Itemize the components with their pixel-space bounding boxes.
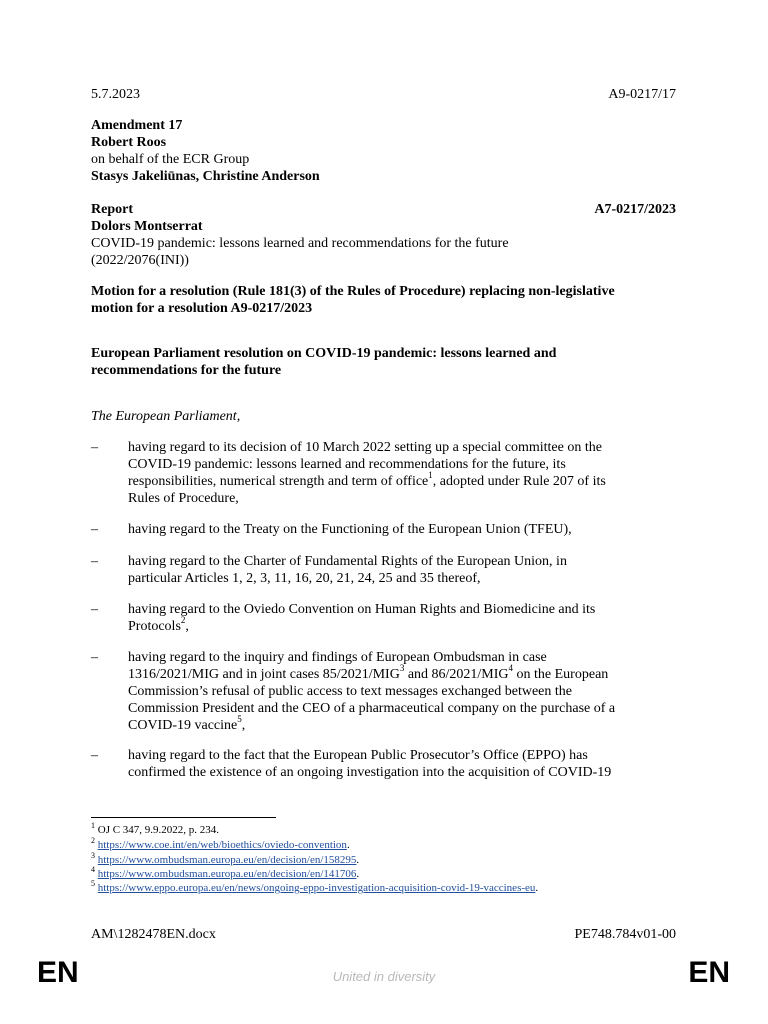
footnote-ref[interactable]: 5 — [237, 714, 242, 725]
citation-text-line: Commission’s refusal of public access to text messages exchanged between the — [128, 684, 572, 699]
footnote-ref[interactable]: 2 — [180, 615, 186, 626]
amendment-behalf: on behalf of the ECR Group — [91, 152, 250, 167]
citation-text-line: Commission President and the CEO of a pharmaceutical company on the purchase of a — [128, 701, 616, 716]
footnote-number: 4 — [91, 865, 95, 875]
citation-text-line: Rules of Procedure, — [128, 491, 239, 506]
report-reference: A7-0217/2023 — [594, 202, 676, 217]
dash-bullet: – — [91, 748, 98, 763]
citation-text-line: particular Articles 1, 2, 3, 11, 16, 20, 21, 24, 25 and 35 thereof, — [128, 571, 481, 586]
footnote-ref[interactable]: 1 — [428, 470, 433, 481]
citation-text-line: having regard to the fact that the European Public Prosecutor’s Office (EPPO) has — [128, 748, 588, 763]
footer-doc-file: AM\1282478EN.docx — [91, 927, 216, 942]
footnote-2: $^2$ https://www.coe.int/en/web/bioethics/oviedo-convention. — [91, 836, 350, 851]
report-block — [91, 201, 676, 269]
language-code-right: EN — [688, 956, 730, 989]
citation-text-line: responsibilities, numerical strength and term of office$^1$, adopted under Rule 207 of its — [128, 470, 606, 489]
citation-text-line: 1316/2021/MIG and in joint cases 85/2021/MIG$^3$ and 86/2021/MIG$^4$ on the European — [128, 663, 609, 682]
amendment-block — [91, 117, 676, 185]
footer-pe-reference: PE748.784v01-00 — [574, 927, 676, 942]
citation-text-line: COVID-19 pandemic: lessons learned and recommendations for the future, its — [128, 457, 566, 472]
footnote-text: OJ C 347, 9.9.2022, p. 234. — [95, 824, 220, 836]
amendment-title: Amendment 17 — [91, 118, 183, 133]
footnote-4: $^4$ https://www.ombudsman.europa.eu/en/decision/en/141706. — [91, 865, 360, 880]
citation-text-line: having regard to the Treaty on the Functioning of the European Union (TFEU), — [128, 522, 572, 537]
citation-text-line: having regard to the Oviedo Convention on Human Rights and Biomedicine and its — [128, 602, 596, 617]
resolution-title-line: recommendations for the future — [91, 363, 282, 378]
dash-bullet: – — [91, 650, 98, 665]
report-rapporteur: Dolors Montserrat — [91, 219, 203, 234]
citation-text-line: confirmed the existence of an ongoing investigation into the acquisition of COVID-19 — [128, 765, 612, 780]
citation-text-line: having regard to its decision of 10 March 2022 setting up a special committee on the — [128, 440, 602, 455]
report-procedure: (2022/2076(INI)) — [91, 253, 189, 268]
footnote-1 — [91, 823, 219, 838]
amendment-author: Robert Roos — [91, 135, 167, 150]
footnote-ref[interactable]: 4 — [508, 663, 514, 674]
resolution-title — [91, 345, 676, 379]
footnote-link[interactable]: https://www.ombudsman.europa.eu/en/decision/en/141706 — [97, 868, 357, 880]
footnote-ref[interactable]: 3 — [399, 663, 405, 674]
footnote-link[interactable]: https://www.eppo.europa.eu/en/news/ongoing-eppo-investigation-acquisition-covid-19-vaccines-eu — [97, 882, 536, 894]
footnote-number: 2 — [91, 836, 95, 846]
motion-title-line: Motion for a resolution (Rule 181(3) of the Rules of Procedure) replacing non-legislative — [91, 284, 615, 299]
citation-text-line: COVID-19 vaccine$^5$, — [128, 714, 246, 733]
footnote-3: $^3$ https://www.ombudsman.europa.eu/en/decision/en/158295. — [91, 851, 360, 866]
citation-text-line: having regard to the inquiry and findings of European Ombudsman in case — [128, 650, 547, 665]
amendment-cosigners: Stasys Jakeliūnas, Christine Anderson — [91, 169, 320, 184]
dash-bullet: – — [91, 440, 98, 455]
language-code-left: EN — [37, 956, 79, 989]
intro-text: The European Parliament, — [91, 409, 241, 424]
footnote-link[interactable]: https://www.ombudsman.europa.eu/en/decision/en/158295 — [97, 854, 357, 866]
footnote-number: 5 — [91, 879, 95, 889]
footnote-separator — [91, 817, 276, 818]
report-subject-line: COVID-19 pandemic: lessons learned and recommendations for the future — [91, 236, 509, 251]
citation-text-line: having regard to the Charter of Fundamental Rights of the European Union, in — [128, 554, 567, 569]
dash-bullet: – — [91, 522, 98, 537]
motion-title-line: motion for a resolution A9-0217/2023 — [91, 301, 313, 316]
dash-bullet: – — [91, 602, 98, 617]
citation-text-line: Protocols$^2$, — [128, 615, 189, 634]
footnote-number: 1 — [91, 821, 95, 831]
dash-bullet: – — [91, 554, 98, 569]
document-date: 5.7.2023 — [91, 87, 140, 102]
motion-title — [91, 283, 676, 317]
report-label: Report — [91, 202, 133, 217]
document-reference: A9-0217/17 — [608, 87, 676, 102]
footnote-5: $^5$ https://www.eppo.europa.eu/en/news/ongoing-eppo-investigation-acquisition-covid-19-vaccines-eu. — [91, 879, 539, 894]
eu-motto: United in diversity — [332, 969, 436, 984]
footnote-number: 3 — [91, 851, 95, 861]
footnote-link[interactable]: https://www.coe.int/en/web/bioethics/oviedo-convention — [97, 839, 347, 851]
resolution-title-line: European Parliament resolution on COVID-19 pandemic: lessons learned and — [91, 346, 557, 361]
